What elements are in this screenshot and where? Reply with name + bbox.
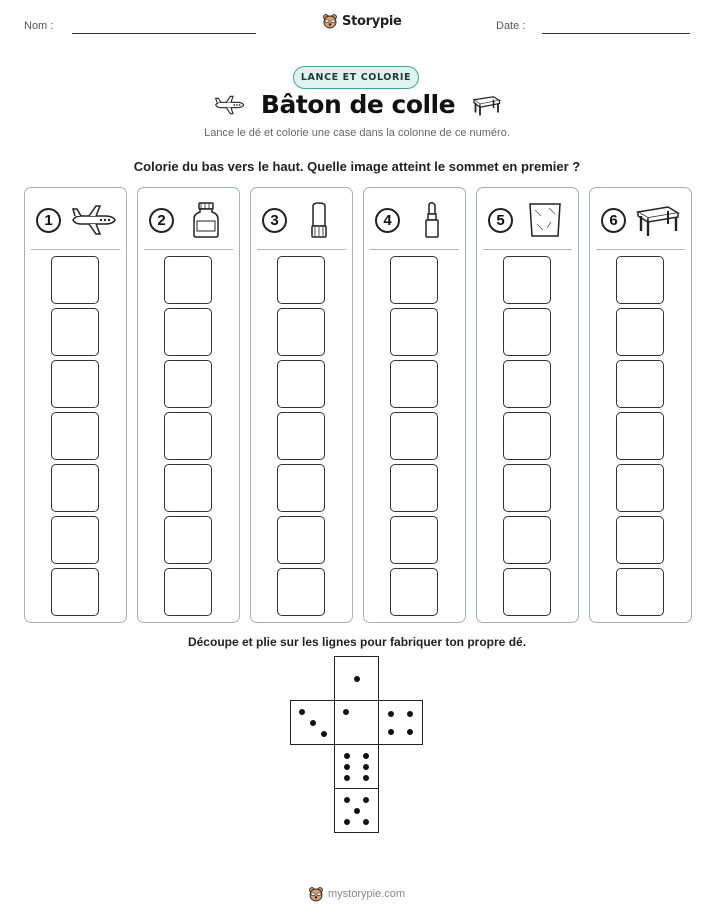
name-line[interactable] [72, 33, 256, 34]
bear-mascot-icon [308, 886, 324, 902]
color-cell[interactable] [616, 464, 664, 512]
color-cell[interactable] [390, 412, 438, 460]
color-cell[interactable] [503, 516, 551, 564]
die-pip [363, 753, 369, 759]
die-pip [344, 764, 350, 770]
color-cell[interactable] [616, 516, 664, 564]
column-3 [250, 187, 353, 623]
color-cell[interactable] [503, 308, 551, 356]
color-cell[interactable] [164, 360, 212, 408]
die-pip [344, 753, 350, 759]
column-divider [370, 249, 459, 250]
lipstick-icon [408, 202, 456, 238]
column-6 [589, 187, 692, 623]
column-divider [144, 249, 233, 250]
column-header [590, 202, 691, 238]
column-header [251, 202, 352, 238]
airplane-icon [69, 202, 117, 238]
color-cell[interactable] [616, 568, 664, 616]
color-cell[interactable] [616, 256, 664, 304]
color-cell[interactable] [51, 516, 99, 564]
column-divider [596, 249, 685, 250]
color-cell[interactable] [503, 464, 551, 512]
color-cell[interactable] [164, 568, 212, 616]
color-cell[interactable] [277, 568, 325, 616]
column-header [364, 202, 465, 238]
title-row [0, 90, 714, 119]
table-icon [634, 202, 682, 238]
bear-mascot-icon [322, 13, 338, 29]
die-pip [343, 709, 349, 715]
race-columns [24, 187, 690, 623]
date-line[interactable] [542, 33, 690, 34]
color-cell[interactable] [51, 256, 99, 304]
color-cell[interactable] [164, 412, 212, 460]
die-pip [388, 729, 394, 735]
die-face-1 [334, 700, 379, 745]
glue-stick-icon [295, 202, 343, 238]
die-pip [344, 775, 350, 781]
column-number: 5 [488, 208, 513, 233]
color-cell[interactable] [51, 308, 99, 356]
color-cell[interactable] [616, 308, 664, 356]
column-4 [363, 187, 466, 623]
color-cell[interactable] [277, 516, 325, 564]
column-1 [24, 187, 127, 623]
column-5 [476, 187, 579, 623]
column-divider [257, 249, 346, 250]
color-cell[interactable] [503, 256, 551, 304]
brand-name: Storypie [342, 13, 402, 29]
bottle-icon [182, 202, 230, 238]
column-divider [31, 249, 120, 250]
color-cell[interactable] [164, 464, 212, 512]
date-label: Date : [496, 20, 526, 32]
die-pip [354, 808, 360, 814]
color-cell[interactable] [503, 412, 551, 460]
footer-url[interactable]: mystorypie.com [328, 888, 406, 900]
color-cell[interactable] [51, 568, 99, 616]
brand-logo [322, 13, 402, 29]
column-number: 1 [36, 208, 61, 233]
name-label: Nom : [24, 20, 54, 32]
die-pip [363, 797, 369, 803]
color-cell[interactable] [164, 256, 212, 304]
table-icon [471, 93, 501, 117]
color-cell[interactable] [616, 360, 664, 408]
color-cell[interactable] [51, 360, 99, 408]
color-cell[interactable] [277, 412, 325, 460]
die-pip [299, 709, 305, 715]
die-pip [407, 729, 413, 735]
color-cell[interactable] [390, 360, 438, 408]
column-number: 2 [149, 208, 174, 233]
bag-icon [521, 202, 569, 238]
color-cell[interactable] [277, 464, 325, 512]
color-cell[interactable] [390, 308, 438, 356]
column-2 [137, 187, 240, 623]
die-pip [344, 819, 350, 825]
die-pip [354, 676, 360, 682]
column-number: 6 [601, 208, 626, 233]
die-face-5 [334, 788, 379, 833]
color-cell[interactable] [277, 360, 325, 408]
column-divider [483, 249, 572, 250]
die-pip [407, 711, 413, 717]
color-cell[interactable] [164, 516, 212, 564]
activity-badge: LANCE ET COLORIE [293, 66, 419, 89]
airplane-icon [213, 94, 245, 116]
die-pip [363, 764, 369, 770]
die-face-6 [334, 744, 379, 789]
instruction-text: Colorie du bas vers le haut. Quelle image atteint le sommet en premier ? [133, 159, 581, 174]
die-pip [363, 775, 369, 781]
column-header [138, 202, 239, 238]
color-cell[interactable] [390, 568, 438, 616]
die-pip [344, 797, 350, 803]
die-pip [388, 711, 394, 717]
column-number: 3 [262, 208, 287, 233]
die-face-3 [290, 700, 335, 745]
color-cell[interactable] [51, 464, 99, 512]
page-subtitle: Lance le dé et colorie une case dans la colonne de ce numéro. [204, 127, 510, 139]
color-cell[interactable] [390, 464, 438, 512]
die-pip [363, 819, 369, 825]
color-cell[interactable] [277, 256, 325, 304]
footer [308, 886, 405, 902]
color-cell[interactable] [51, 412, 99, 460]
die-instruction: Découpe et plie sur les lignes pour fabriquer ton propre dé. [187, 635, 527, 649]
column-number: 4 [375, 208, 400, 233]
die-face-4 [378, 700, 423, 745]
color-cell[interactable] [164, 308, 212, 356]
color-cell[interactable] [616, 412, 664, 460]
column-header [477, 202, 578, 238]
die-pip [310, 720, 316, 726]
die-face-1 [334, 656, 379, 701]
page-title: Bâton de colle [260, 90, 456, 119]
color-cell[interactable] [390, 256, 438, 304]
color-cell[interactable] [277, 308, 325, 356]
color-cell[interactable] [503, 360, 551, 408]
die-pip [321, 731, 327, 737]
color-cell[interactable] [390, 516, 438, 564]
color-cell[interactable] [503, 568, 551, 616]
column-header [25, 202, 126, 238]
